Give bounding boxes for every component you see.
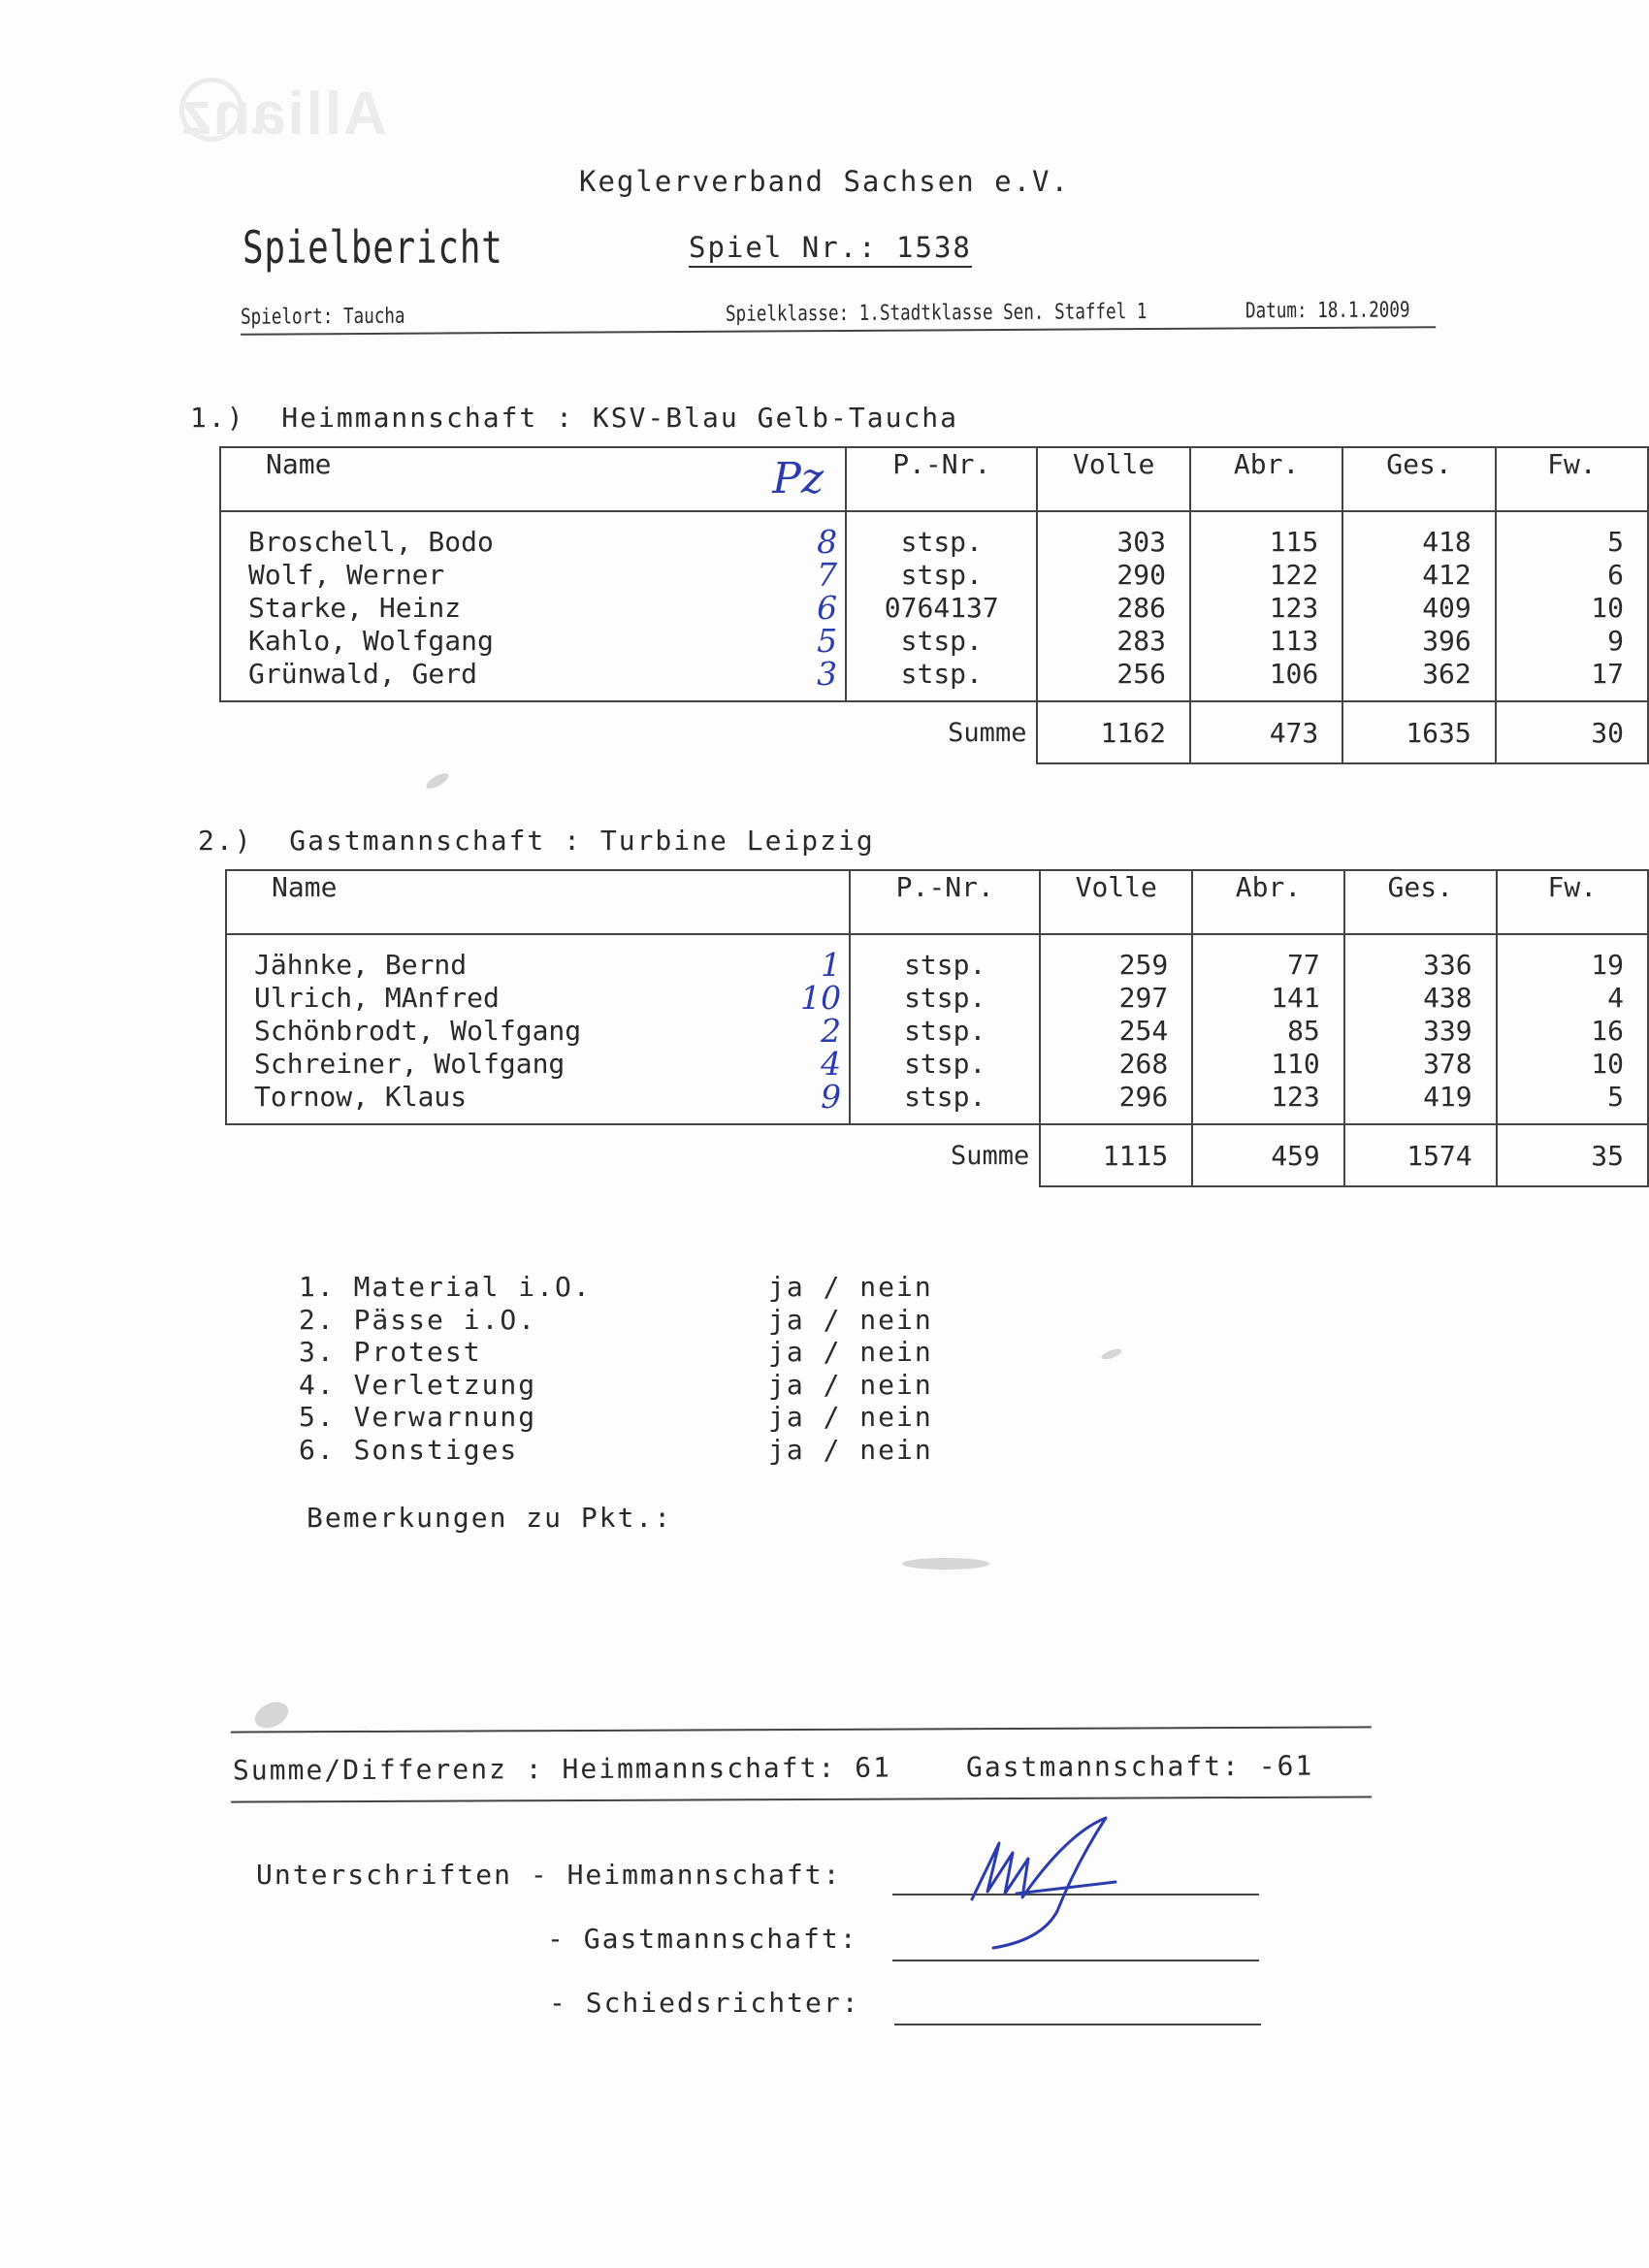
game-date: Datum: 18.1.2009 [1245,298,1410,324]
player-pnr: stsp. [900,526,983,558]
fw-value: 16 [1591,1015,1624,1047]
checklist-item [299,1368,933,1402]
column-pz: Pz [772,454,824,503]
abr-value: 123 [1271,1081,1320,1113]
player-name: Grünwald, Gerd [248,658,478,690]
volle-value: 297 [1118,982,1169,1014]
ges-value: 378 [1423,1048,1472,1080]
player-pnr: stsp. [900,658,983,690]
player-abr [1192,934,1344,1124]
player-pz: 5 [817,622,838,660]
abr-value: 110 [1271,1048,1320,1080]
checklist-item [299,1336,933,1369]
player-positions [800,946,842,1116]
column-name-label: Name [266,448,332,480]
column-abr: Abr. [1192,870,1344,934]
ges-value: 339 [1423,1015,1472,1047]
guest-team-heading: 2.) Gastmannschaft : Turbine Leipzig [198,825,875,857]
sum-volle: 1115 [1040,1124,1192,1186]
smudge [902,1558,989,1570]
fw-value: 6 [1607,559,1624,591]
table-header-row [220,447,1648,511]
home-team-heading: 1.) Heimmannschaft : KSV-Blau Gelb-Taucha [190,402,959,434]
checklist-item [299,1401,933,1434]
player-name: Tornow, Klaus [254,1081,468,1113]
fw-value: 10 [1591,1048,1624,1080]
fw-value: 5 [1607,1081,1624,1113]
checklist-answer: ja / nein [768,1401,933,1433]
checklist-item [299,1271,933,1304]
abr-value: 141 [1271,982,1320,1014]
player-name: Broschell, Bodo [248,526,494,558]
column-fw: Fw. [1497,870,1648,934]
volle-value: 296 [1118,1081,1169,1113]
checklist [299,1271,933,1466]
player-positions [817,523,838,693]
sum-label: Summe [951,1141,1030,1171]
player-pz: 9 [821,1078,842,1116]
home-team-table [219,446,1649,764]
column-name [220,447,846,511]
guest-team-table [225,869,1649,1187]
volle-value: 254 [1118,1015,1169,1047]
summary-line [231,1726,1372,1802]
checklist-label: 6. Sonstiges [299,1433,519,1466]
player-pz: 8 [817,523,838,561]
player-names [226,934,850,1124]
checklist-item [299,1303,933,1337]
player-ges [1344,934,1497,1124]
abr-value: 77 [1287,949,1320,981]
signature-referee-label: - Schiedsrichter: [549,1987,860,2019]
game-number: Spiel Nr.: 1538 [689,231,972,268]
checklist-label: 2. Pässe i.O. [299,1303,537,1336]
player-name: Starke, Heinz [248,592,462,624]
abr-value: 123 [1269,592,1319,624]
abr-value: 115 [1269,526,1319,558]
sum-row [220,701,1648,763]
column-ges: Ges. [1344,870,1497,934]
column-volle: Volle [1040,870,1192,934]
ges-value: 336 [1423,949,1472,981]
ges-value: 396 [1422,625,1471,657]
volle-value: 286 [1116,592,1166,624]
smudge [251,1698,293,1733]
ges-value: 438 [1423,982,1472,1014]
player-pnr: 0764137 [884,592,999,624]
sum-volle: 1162 [1037,701,1189,763]
venue: Spielort: Taucha [240,304,405,330]
player-abr [1190,511,1342,701]
player-pz: 4 [821,1045,842,1083]
ges-value: 418 [1422,526,1471,558]
player-pnrs [846,511,1037,701]
abr-value: 113 [1269,625,1319,657]
player-name: Schönbrodt, Wolfgang [254,1015,582,1047]
player-pnr: stsp. [904,949,986,981]
sum-abr: 459 [1192,1124,1344,1186]
player-ges [1342,511,1495,701]
column-fw: Fw. [1496,447,1648,511]
summary-home: Summe/Differenz : Heimmannschaft: 61 [232,1751,891,1787]
player-name: Schreiner, Wolfgang [254,1048,566,1080]
checklist-answer: ja / nein [768,1368,933,1401]
player-volle [1037,511,1189,701]
column-pnr: P.-Nr. [846,447,1037,511]
player-name: Wolf, Werner [248,559,445,591]
game-class: Spielklasse: 1.Stadtklasse Sen. Staffel 1 [725,300,1148,327]
checklist-label: 5. Verwarnung [299,1401,537,1433]
checklist-item [299,1433,933,1467]
column-name: Name [226,870,850,934]
sum-row [226,1124,1648,1186]
fw-value: 10 [1591,592,1624,624]
summary-guest: Gastmannschaft: -61 [965,1749,1314,1784]
player-fw [1497,934,1648,1124]
player-pz: 3 [817,655,838,693]
volle-value: 283 [1116,625,1166,657]
ges-value: 362 [1422,658,1471,690]
volle-value: 256 [1116,658,1166,690]
organization-name: Keglerverband Sachsen e.V. [579,165,1070,198]
abr-value: 85 [1287,1015,1320,1047]
abr-value: 106 [1269,658,1319,690]
fw-value: 17 [1591,658,1624,690]
checklist-answer: ja / nein [768,1271,933,1303]
fw-value: 19 [1591,949,1624,981]
player-pz: 2 [821,1012,842,1050]
checklist-answer: ja / nein [768,1433,933,1466]
volle-value: 268 [1118,1048,1169,1080]
player-names [220,511,846,701]
signature-home-label: Unterschriften - Heimmannschaft: [256,1859,842,1891]
player-name: Kahlo, Wolfgang [248,625,494,657]
signature-referee-line [894,2024,1261,2025]
sum-ges: 1574 [1344,1124,1497,1186]
table-body-row [226,934,1648,1124]
column-volle: Volle [1037,447,1189,511]
player-pnrs [850,934,1040,1124]
player-pnr: stsp. [900,559,983,591]
page-title: Spielbericht [242,221,503,274]
player-pz: 6 [817,589,838,627]
player-volle [1040,934,1192,1124]
player-pnr: stsp. [900,625,983,657]
handwritten-signature [960,1804,1154,1960]
player-pnr: stsp. [904,1015,986,1047]
player-pnr: stsp. [904,1081,986,1113]
player-fw [1496,511,1648,701]
fw-value: 5 [1607,526,1624,558]
column-ges: Ges. [1342,447,1495,511]
sum-ges: 1635 [1342,701,1495,763]
volle-value: 290 [1116,559,1166,591]
watermark: Allianz [179,81,387,147]
remarks-label: Bemerkungen zu Pkt.: [307,1502,673,1534]
game-info-line [241,287,1436,336]
smudge [1100,1346,1122,1361]
ges-value: 412 [1422,559,1471,591]
ges-value: 409 [1422,592,1471,624]
column-pnr: P.-Nr. [850,870,1040,934]
smudge [424,770,451,792]
signature-guest-label: - Gastmannschaft: [547,1923,858,1955]
checklist-answer: ja / nein [768,1303,933,1336]
player-pnr: stsp. [904,982,986,1014]
checklist-label: 3. Protest [299,1336,482,1368]
volle-value: 259 [1118,949,1169,981]
player-pnr: stsp. [904,1048,986,1080]
table-header-row [226,870,1648,934]
checklist-label: 1. Material i.O. [299,1271,592,1303]
player-name: Jähnke, Bernd [254,949,468,981]
sum-fw: 35 [1497,1124,1648,1186]
player-pz: 1 [821,946,842,984]
table-body-row [220,511,1648,701]
abr-value: 122 [1269,559,1319,591]
column-abr: Abr. [1190,447,1342,511]
ges-value: 419 [1423,1081,1472,1113]
signature-guest-line [892,1960,1259,1961]
player-name: Ulrich, MAnfred [254,982,500,1014]
player-pz: 7 [817,556,838,594]
fw-value: 4 [1607,982,1624,1014]
checklist-label: 4. Verletzung [299,1368,537,1401]
checklist-answer: ja / nein [768,1336,933,1368]
fw-value: 9 [1607,625,1624,657]
sum-abr: 473 [1190,701,1342,763]
player-pz: 10 [800,979,842,1017]
sum-label: Summe [948,718,1027,748]
sum-fw: 30 [1496,701,1648,763]
volle-value: 303 [1116,526,1166,558]
